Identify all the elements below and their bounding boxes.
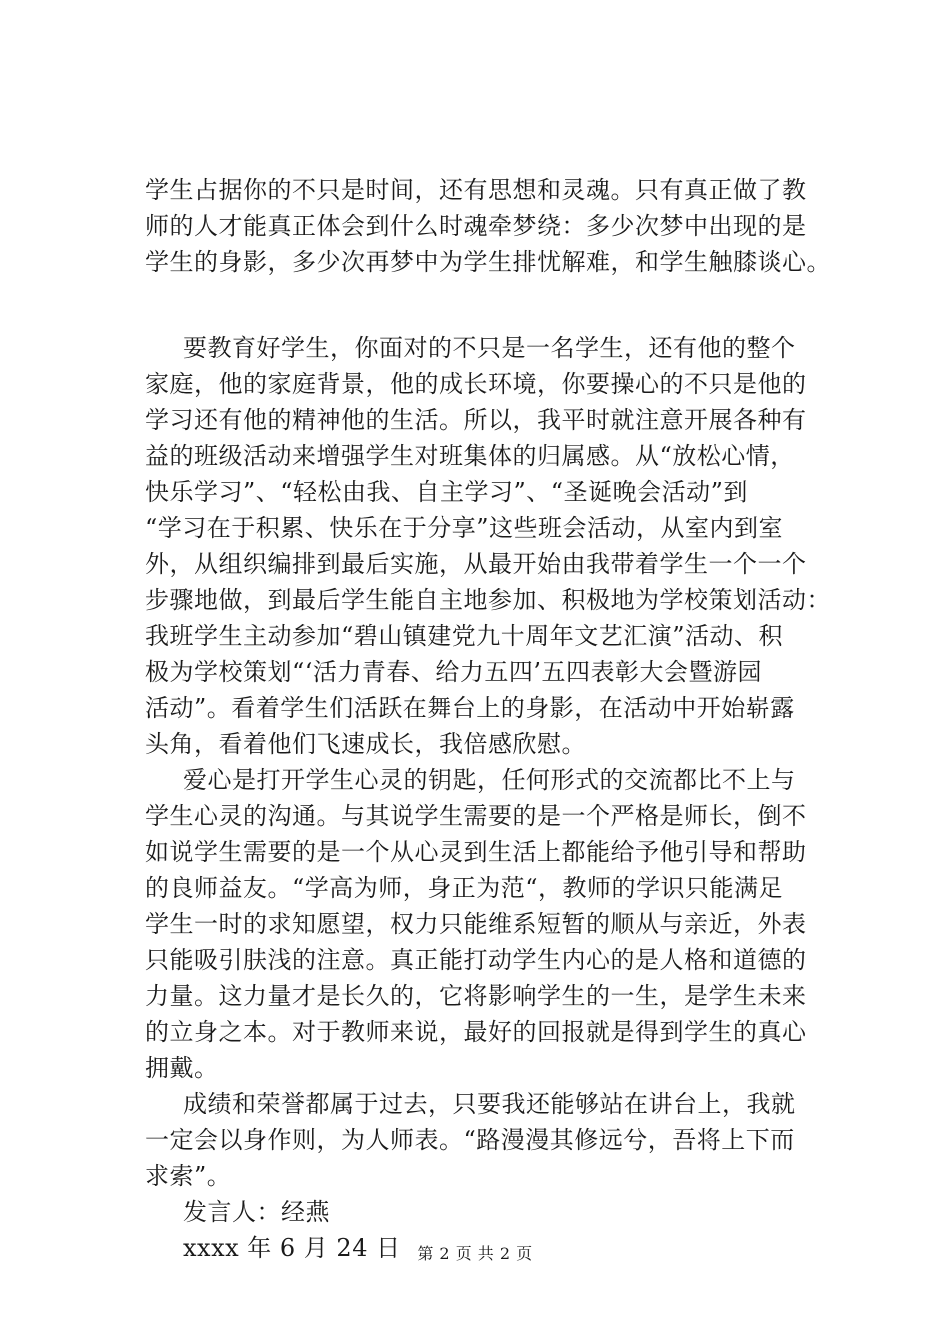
text-line: 的良师益友。“学高为师，身正为范“，教师的学识只能满足 [145, 874, 784, 902]
text-line: 快乐学习”、“轻松由我、自主学习”、“圣诞晚会活动”到 [145, 478, 748, 506]
document-body [145, 172, 835, 1266]
text-line: 步骤地做，到最后学生能自主地参加、积极地为学校策划活动： [145, 586, 831, 614]
text-line: 成绩和荣誉都属于过去，只要我还能够站在讲台上，我就 [183, 1090, 796, 1118]
paragraph-spacer [145, 280, 835, 330]
text-line: 我班学生主动参加“碧山镇建党九十周年文艺汇演”活动、积 [145, 622, 784, 650]
paragraph [145, 762, 835, 1086]
text-line: 活动”。看着学生们活跃在舞台上的身影，在活动中开始崭露 [145, 694, 795, 722]
page-number-footer: 第 2 页 共 2 页 [417, 1244, 533, 1263]
text-line: 学生的身影，多少次再梦中为学生排忧解难，和学生触膝谈心。 [145, 248, 831, 276]
text-line: 师的人才能真正体会到什么时魂牵梦绕：多少次梦中出现的是 [145, 212, 807, 240]
text-line: 的立身之本。对于教师来说，最好的回报就是得到学生的真心 [145, 1018, 807, 1046]
text-line: “学习在于积累、快乐在于分享”这些班会活动，从室内到室 [145, 514, 784, 542]
text-line: 极为学校策划“‘活力青春、给力五四’五四表彰大会暨游园 [145, 658, 763, 686]
speaker-line: 发言人：经燕 [183, 1198, 330, 1226]
text-line: 爱心是打开学生心灵的钥匙，任何形式的交流都比不上与 [183, 766, 796, 794]
paragraph [145, 1086, 835, 1194]
text-line: 要教育好学生，你面对的不只是一名学生，还有他的整个 [183, 334, 796, 362]
text-line: 头角，看着他们飞速成长，我倍感欣慰。 [145, 730, 586, 758]
date-line: xxxx 年 6 月 24 日 [183, 1234, 401, 1262]
text-line: 求索”。 [145, 1162, 232, 1190]
text-line: 拥戴。 [145, 1054, 219, 1082]
text-line: 学习还有他的精神他的生活。所以，我平时就注意开展各种有 [145, 406, 807, 434]
text-line: 如说学生需要的是一个从心灵到生活上都能给予他引导和帮助 [145, 838, 807, 866]
text-line: 学生心灵的沟通。与其说学生需要的是一个严格是师长，倒不 [145, 802, 807, 830]
paragraph [145, 172, 835, 280]
text-line: 学生一时的求知愿望，权力只能维系短暂的顺从与亲近，外表 [145, 910, 807, 938]
text-line: 一定会以身作则，为人师表。“路漫漫其修远兮，吾将上下而 [145, 1126, 795, 1154]
text-line: 益的班级活动来增强学生对班集体的归属感。从“放松心情， [145, 442, 795, 470]
text-line: 学生占据你的不只是时间，还有思想和灵魂。只有真正做了教 [145, 176, 807, 204]
text-line: 力量。这力量才是长久的，它将影响学生的一生，是学生未来 [145, 982, 807, 1010]
paragraph [145, 330, 835, 762]
text-line: 外，从组织编排到最后实施，从最开始由我带着学生一个一个 [145, 550, 807, 578]
text-line: 只能吸引肤浅的注意。真正能打动学生内心的是人格和道德的 [145, 946, 807, 974]
text-line: 家庭，他的家庭背景，他的成长环境，你要操心的不只是他的 [145, 370, 807, 398]
